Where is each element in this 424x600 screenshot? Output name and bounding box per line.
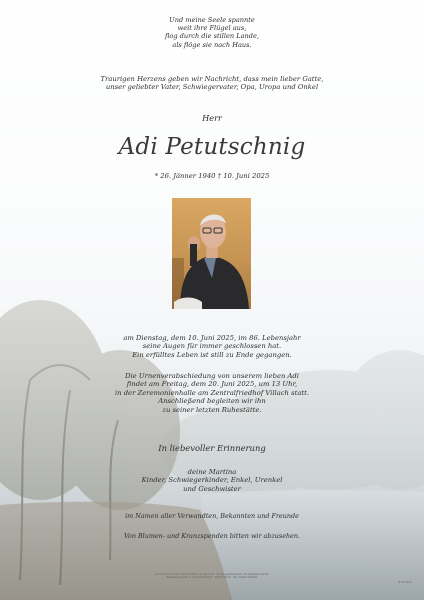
memory-heading: In liebevoller Erinnerung <box>158 443 266 453</box>
funeral-line: in der Zeremonienhalle am Zentralfriedhof Villach statt. <box>114 388 309 397</box>
footer-fineprint <box>0 573 424 579</box>
death-line: am Dienstag, dem 10. Juni 2025, im 86. Lebensjahr <box>123 334 301 342</box>
footer-line: Kondolenzen unter www.bestattung-villach.at · Online-Gedenkseite mit digitalen Kerzen <box>154 573 269 576</box>
death-line: Ein erfülltes Leben ist still zu Ende gegangen. <box>132 350 292 359</box>
flowers-request: Von Blumen- und Kranzspenden bitten wir abzusehen. <box>123 532 301 540</box>
death-line: seine Augen für immer geschlossen hat. <box>142 342 282 351</box>
portrait-photo <box>172 198 251 309</box>
mourners-line: Kinder, Schwiegerkinder, Enkel, Urenkel <box>141 476 283 485</box>
intro-line: Traurigen Herzens geben wir Nachricht, dass mein lieber Gatte, <box>100 75 324 83</box>
deceased-name: Adi Petutschnig <box>118 134 306 160</box>
on-behalf-line: im Namen aller Verwandten, Bekannten und Freunde <box>125 512 299 520</box>
mourners <box>0 468 424 493</box>
intro-line: unser geliebter Vater, Schwiegervater, Opa, Uropa und Onkel <box>105 83 319 92</box>
poem-line: weit ihre Flügel aus, <box>177 24 247 33</box>
funeral-line: Die Urnenverabschiedung von unserem lieben Adi <box>125 372 299 380</box>
portrait-illustration <box>172 198 251 309</box>
poem-line: flog durch die stillen Lande, <box>164 32 260 41</box>
poem <box>0 16 424 49</box>
funeral-line: zu seiner letzten Ruhestätte. <box>162 405 262 414</box>
death-notice <box>0 334 424 359</box>
announcement-intro <box>0 75 424 92</box>
poem-line: Und meine Seele spannte <box>169 16 255 24</box>
funeral-line: Anschließend begleiten wir ihn <box>158 397 266 406</box>
poem-line: als flöge sie nach Haus. <box>172 40 252 49</box>
funeral-line: findet am Freitag, dem 20. Juni 2025, um 13 Uhr, <box>126 380 298 389</box>
mourners-line: und Geschwister <box>183 484 241 493</box>
mourners-line: deine Martina <box>187 468 237 476</box>
salutation: Herr <box>202 113 222 123</box>
life-dates: * 26. Jänner 1940 † 10. Juni 2025 <box>154 172 270 180</box>
funeral-notice <box>0 372 424 414</box>
footer-line: Bestattung Villach · Zentralfriedhof · 9500 Villach · Tel. 04242 000000 <box>166 576 258 580</box>
document-code: B-07-6231 <box>398 581 412 584</box>
